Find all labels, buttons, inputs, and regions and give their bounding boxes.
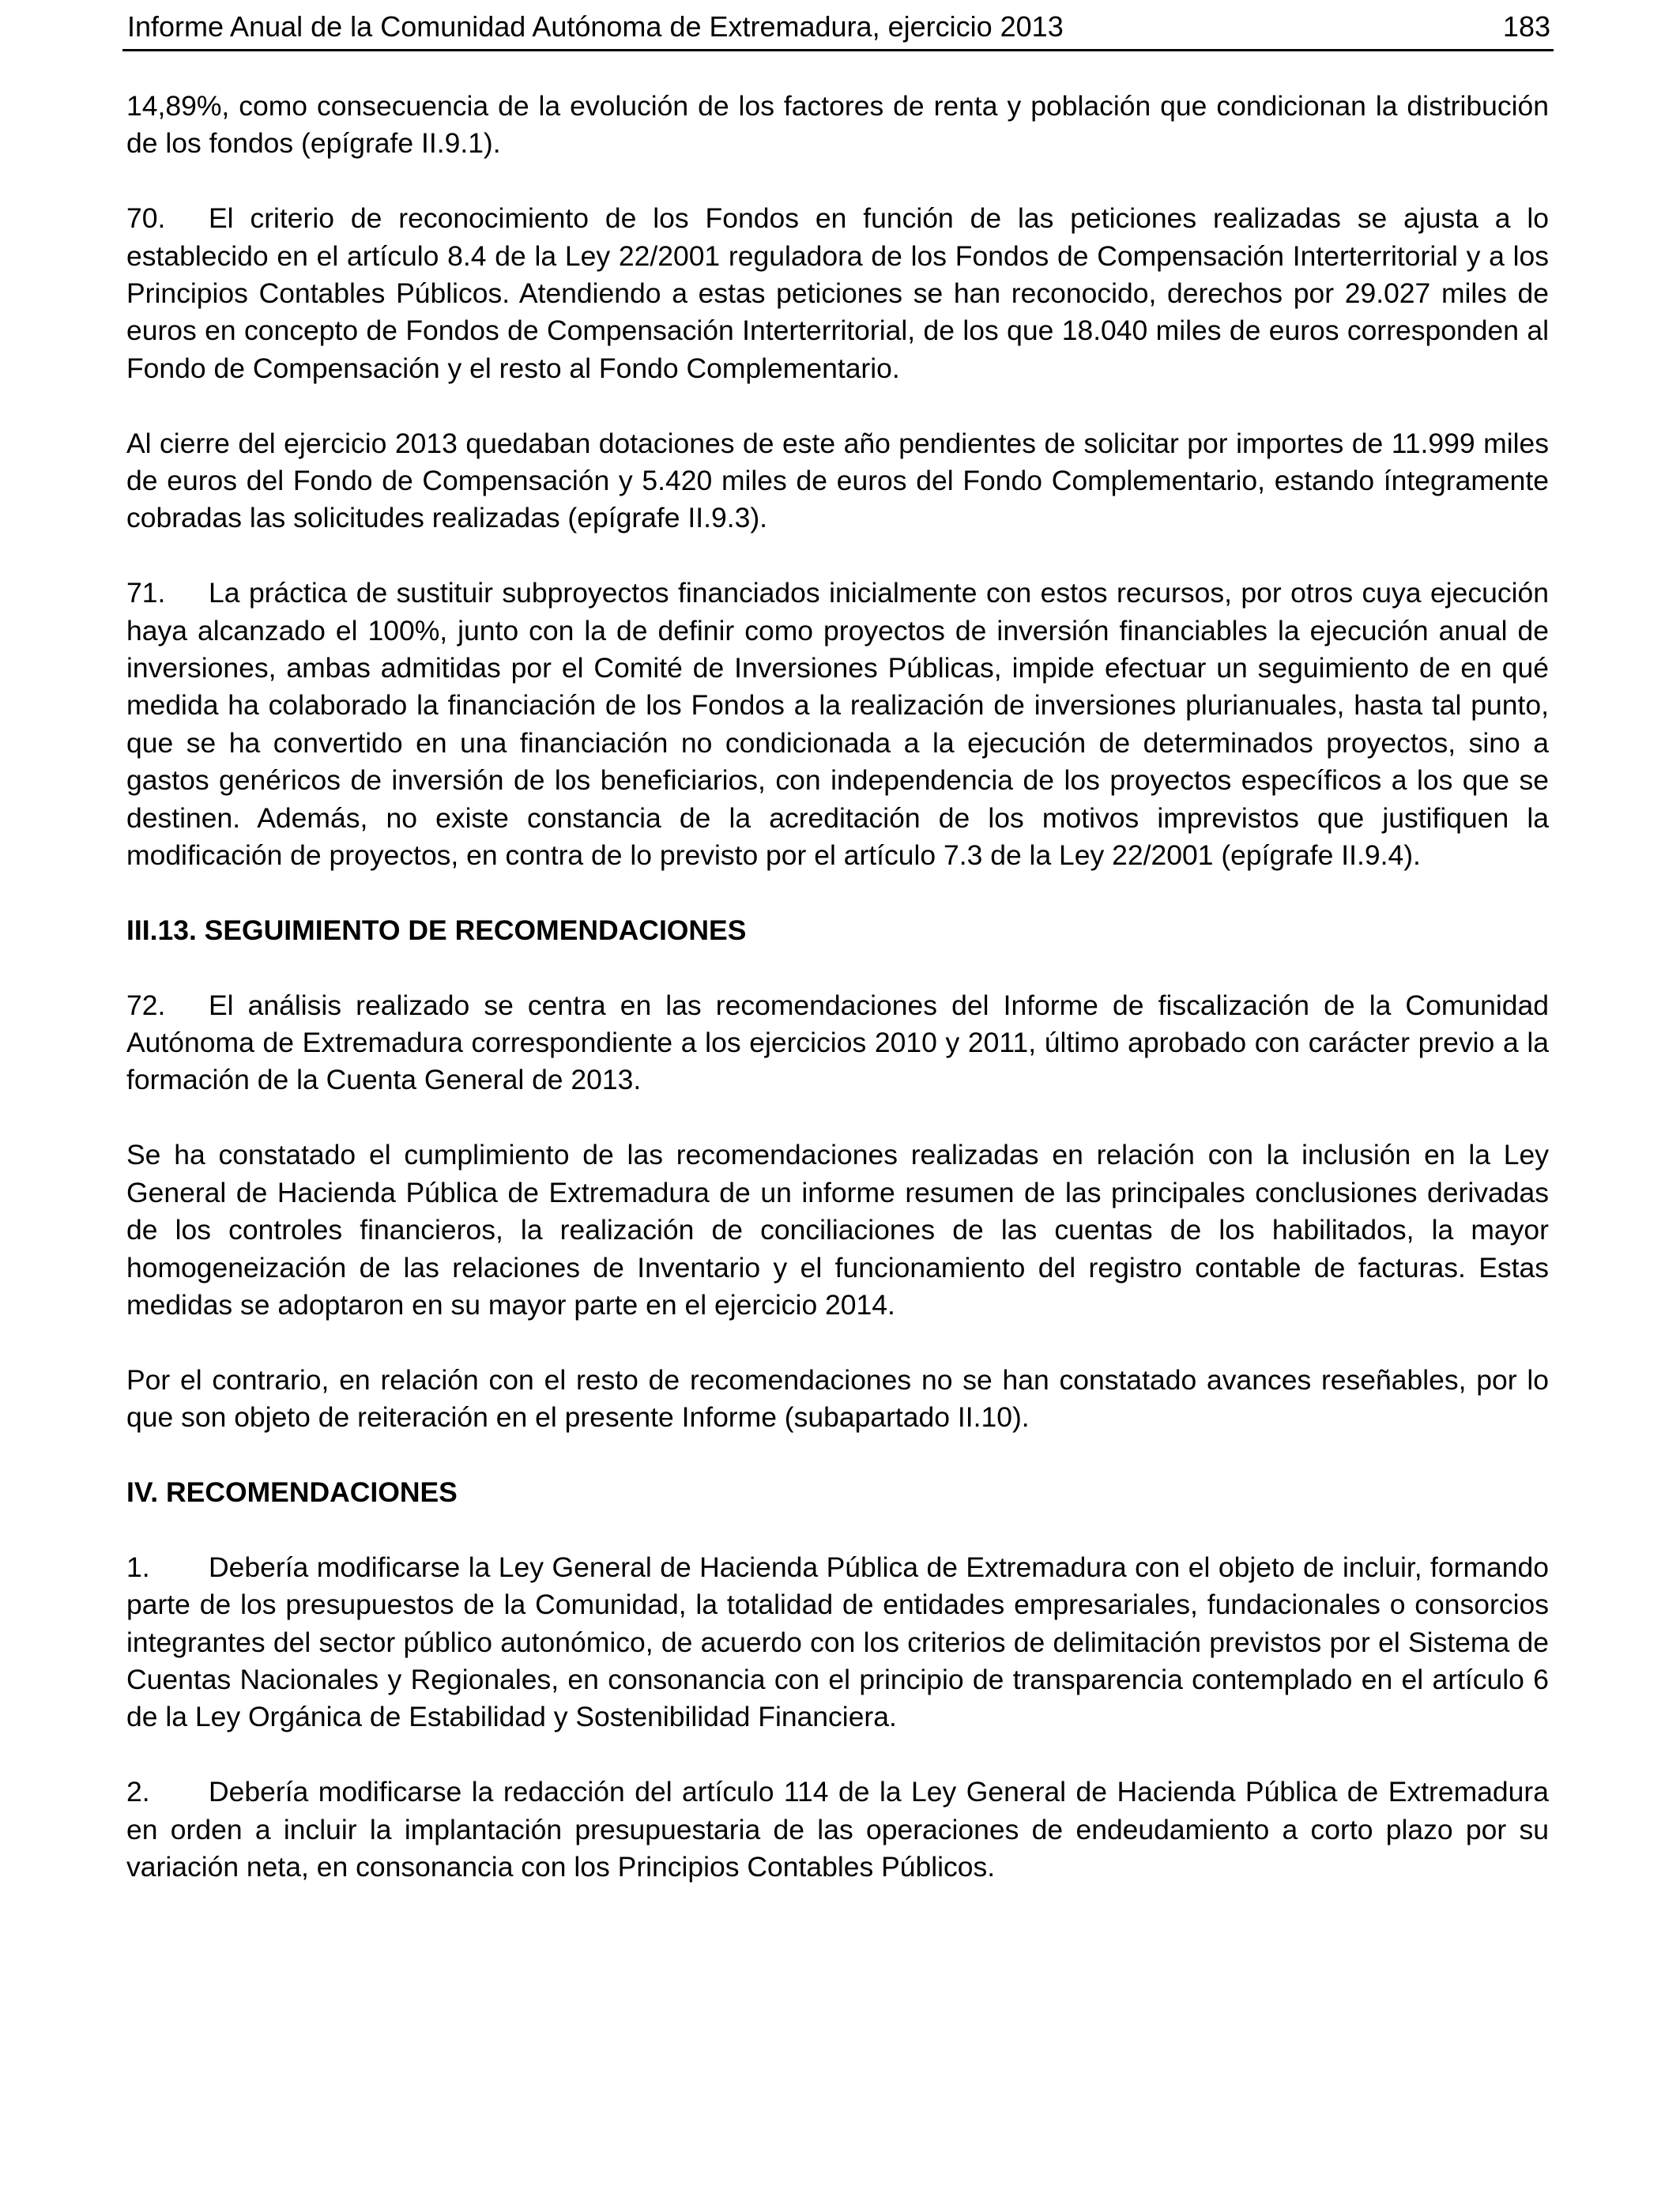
page-number: 183 — [1502, 10, 1550, 43]
paragraph-72-conclusion: Por el contrario, en relación con el resto de recomendaciones no se han constatado avances reseñables, por lo que son objeto de reiteración en el presente Informe (subapartado II.10). — [126, 1363, 1549, 1434]
paragraph-text: La práctica de sustituir subproyectos financiados inicialmente con estos recursos, por otros cuya ejecución haya alcanzado el 100%, junto con la de definir como proyectos de inversión financiables la ejecución anual de inversiones, ambas admitidas por el Comité de Inversiones Públicas, impide efectuar un seguimiento de en qué medida ha colaborado la financiación de los Fondos a la realización de inversiones plurianuales, hasta tal punto, que se ha convertido en una financiación no condicionada a la ejecución de determinados proyectos, sino a gastos genéricos de inversión de los beneficiarios, con independencia de los proyectos específicos a los que se destinen. Además, no existe constancia de la acreditación de los motivos imprevistos que justifiquen la modificación de proyectos, en contra de lo previsto por el artículo 7.3 de la Ley 22/2001 (epígrafe II.9.4). — [126, 577, 1549, 872]
paragraph-number: 70. — [126, 202, 166, 235]
recommendation-1 — [126, 1549, 1549, 1736]
recommendation-number: 1. — [126, 1551, 150, 1583]
section-heading-iii13: III.13. SEGUIMIENTO DE RECOMENDACIONES — [126, 914, 747, 946]
paragraph-70-continuation: Al cierre del ejercicio 2013 quedaban dotaciones de este año pendientes de solicitar por importes de 11.999 miles de euros del Fondo de Compensación y 5.420 miles de euros del Fondo Complementario, estando íntegramente cobradas las solicitudes realizadas (epígrafe II.9.3). — [126, 427, 1549, 534]
paragraph-number: 72. — [126, 989, 166, 1021]
page-header — [122, 9, 1554, 51]
paragraph-72 — [126, 987, 1549, 1099]
document-body — [126, 88, 1549, 1924]
section-heading-iv: IV. RECOMENDACIONES — [126, 1476, 458, 1508]
header-title: Informe Anual de la Comunidad Autónoma de Extremadura, ejercicio 2013 — [127, 10, 1064, 43]
paragraph-intro: 14,89%, como consecuencia de la evolución de los factores de renta y población que condicionan la distribución de los fondos (epígrafe II.9.1). — [126, 90, 1549, 160]
recommendation-text: Debería modificarse la redacción del artículo 114 de la Ley General de Hacienda Pública de Extremadura en orden a incluir la implantación presupuestaria de las operaciones de endeudamiento a corto plazo por su variación neta, en consonancia con los Principios Contables Públicos. — [126, 1776, 1549, 1883]
paragraph-text: El criterio de reconocimiento de los Fondos en función de las peticiones realizadas se ajusta a lo establecido en el artículo 8.4 de la Ley 22/2001 reguladora de los Fondos de Compensación Interterritorial y a los Principios Contables Públicos. Atendiendo a estas peticiones se han reconocido, derechos por 29.027 miles de euros en concepto de Fondos de Compensación Interterritorial, de los que 18.040 miles de euros corresponden al Fondo de Compensación y el resto al Fondo Complementario. — [126, 202, 1549, 384]
paragraph-70 — [126, 200, 1549, 387]
paragraph-72-continuation: Se ha constatado el cumplimiento de las recomendaciones realizadas en relación con la inclusión en la Ley General de Hacienda Pública de Extremadura de un informe resumen de las principales conclusiones derivadas de los controles financieros, la realización de conciliaciones de las cuentas de los habilitados, la mayor homogeneización de las relaciones de Inventario y el funcionamiento del registro contable de facturas. Estas medidas se adoptaron en su mayor parte en el ejercicio 2014. — [126, 1139, 1549, 1321]
paragraph-71 — [126, 575, 1549, 874]
recommendation-2 — [126, 1774, 1549, 1886]
recommendation-number: 2. — [126, 1776, 150, 1808]
paragraph-text: El análisis realizado se centra en las recomendaciones del Informe de fiscalización de la Comunidad Autónoma de Extremadura correspondiente a los ejercicios 2010 y 2011, último aprobado con carácter previo a la formación de la Cuenta General de 2013. — [126, 989, 1549, 1096]
recommendation-text: Debería modificarse la Ley General de Hacienda Pública de Extremadura con el objeto de incluir, formando parte de los presupuestos de la Comunidad, la totalidad de entidades empresariales, fundacionales o consorcios integrantes del sector público autonómico, de acuerdo con los criterios de delimitación previstos por el Sistema de Cuentas Nacionales y Regionales, en consonancia con el principio de transparencia contemplado en el artículo 6 de la Ley Orgánica de Estabilidad y Sostenibilidad Financiera. — [126, 1551, 1549, 1733]
paragraph-number: 71. — [126, 577, 166, 609]
